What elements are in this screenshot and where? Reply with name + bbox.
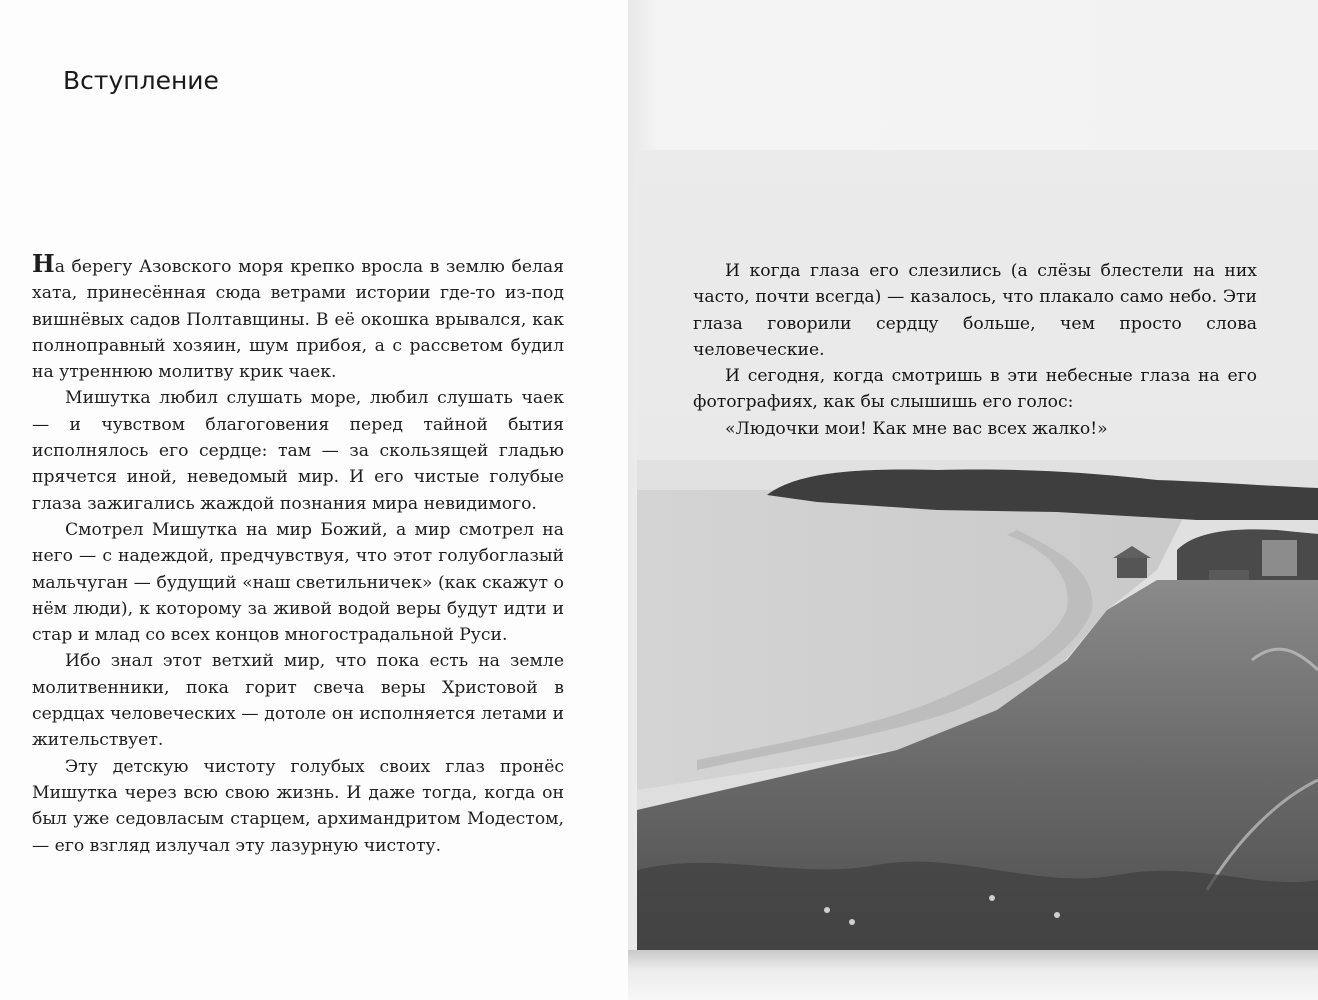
paragraph-2: Мишутка любил слушать море, любил слушать чаек — и чувством благоговения перед тайной бытия исполнялось его сердце: там — за скользящей гладью прячется иной, неведомый мир. И его чистые голубые глаза зажигались жаждой познания мира невидимого. [32,388,564,514]
page-bottom-edge [628,950,1318,1000]
page-title: Вступление [63,66,219,95]
right-body-text [693,258,1257,442]
quote: «Людочки мои! Как мне вас всех жалко!» [725,418,1108,439]
paragraph-4: Ибо знал этот ветхий мир, что пока есть на земле молитвенники, пока горит свеча веры Христовой в сердцах человеческих — дотоле он исполняется летами и жительствует. [32,651,564,751]
left-body-text [32,249,564,859]
paragraph-3: Смотрел Мишутка на мир Божий, а мир смотрел на него — с надеждой, предчувствуя, что этот голубоглазый мальчуган — будущий «наш светильничек» (как скажут о нём люди), к которому за живой водой веры будут идти и стар и млад со всех концов многострадальной Руси. [32,519,564,646]
paragraph-6: И когда глаза его слезились (а слёзы блестели на них часто, почти всегда) — казалось, что плакало само небо. Эти глаза говорили сердцу больше, чем просто слова человеческие. [693,261,1257,360]
paragraph-7: И сегодня, когда смотришь в эти небесные глаза на его фотографиях, как бы слышишь его голос: [693,366,1257,413]
paragraph-5: Эту детскую чистоту голубых своих глаз пронёс Мишутка через всю свою жизнь. И даже тогда, когда он был уже седовласым старцем, архимандритом Модестом, — его взгляд излучал эту лазурную чистоту. [32,756,564,856]
drop-cap: Н [32,249,55,278]
left-page [0,0,628,1000]
paragraph-1: На берегу Азовского моря крепко вросла в землю белая хата, принесённая сюда ветрами истории где-то из-под вишнёвых садов Полтавщины. В её окошка врывался, как полноправный хозяин, шум прибоя, а с рассветом будил на утреннюю молитву крик чаек. [32,249,564,383]
